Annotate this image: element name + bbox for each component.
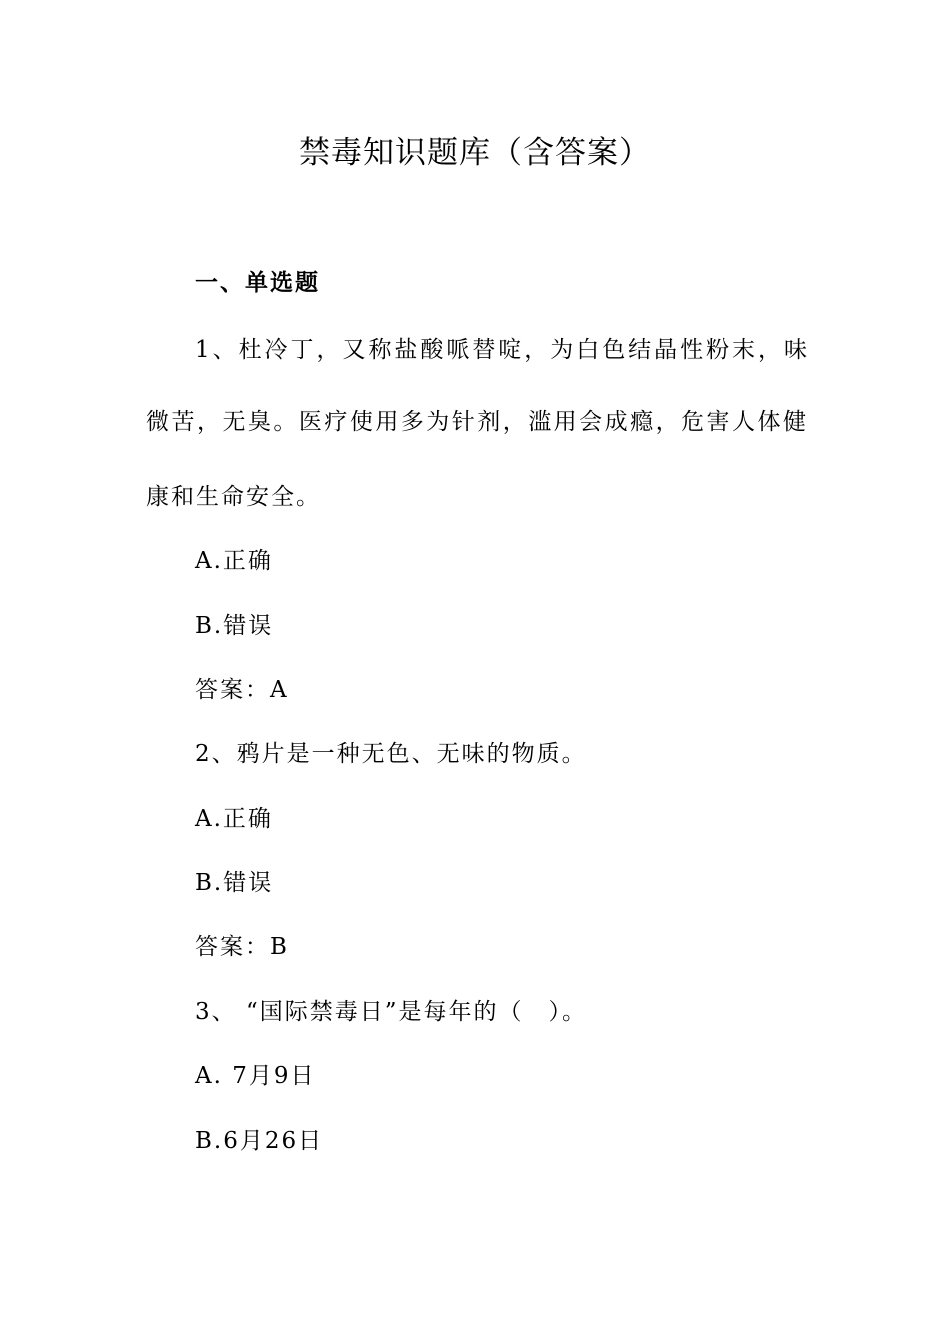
question-1-stem-line-1: 1、杜冷丁，又称盐酸哌替啶，为白色结晶性粉末，味 <box>195 337 807 363</box>
question-2-option-a: A.正确 <box>195 806 273 832</box>
question-3-option-a: A. 7月9日 <box>195 1063 316 1089</box>
question-2-stem-line-1: 2、鸦片是一种无色、无味的物质。 <box>195 741 587 767</box>
question-1-option-a: A.正确 <box>195 548 273 574</box>
question-1-option-b: B.错误 <box>195 613 274 639</box>
question-2-answer: 答案：B <box>195 934 289 960</box>
section-heading: 一、单选题 <box>195 270 320 296</box>
question-3-option-b: B.6月26日 <box>195 1128 324 1154</box>
question-2-option-b: B.错误 <box>195 870 274 896</box>
question-1-answer: 答案：A <box>195 677 289 703</box>
question-1-stem-line-2: 微苦，无臭。医疗使用多为针剂，滥用会成瘾，危害人体健 <box>146 409 806 435</box>
question-3-stem-line-1: 3、 “国际禁毒日”是每年的（ ）。 <box>195 999 587 1025</box>
question-1-stem-line-3: 康和生命安全。 <box>146 484 321 510</box>
document-title: 禁毒知识题库（含答案） <box>299 135 651 171</box>
